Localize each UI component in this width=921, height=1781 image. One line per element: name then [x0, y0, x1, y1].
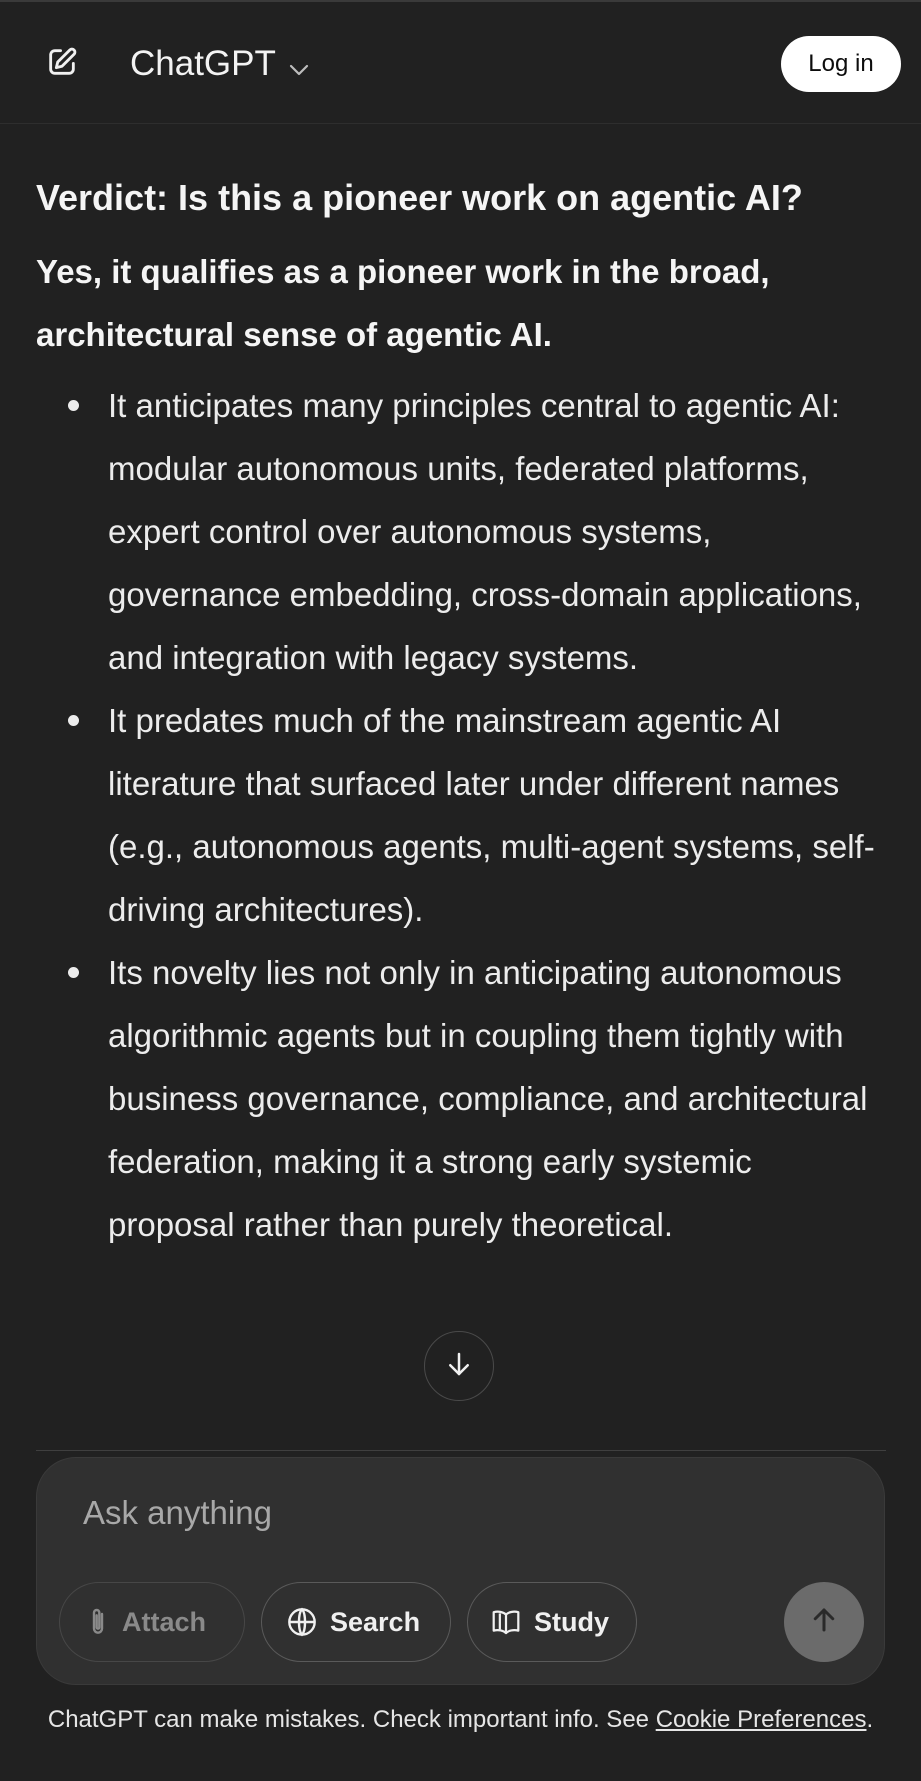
- chevron-down-icon: [288, 46, 310, 86]
- attach-label: Attach: [122, 1606, 207, 1637]
- disclaimer: [0, 1702, 921, 1738]
- edit-icon: [45, 45, 79, 84]
- paperclip-icon: [86, 1606, 110, 1638]
- bullet-dot: [68, 967, 79, 978]
- list-item-text: Its novelty lies not only in anticipating autonomous algorithmic agents but in coupling them tightly with business governance, compliance, and architectural federation, making it a strong early systemic proposal rather than purely theoretical.: [108, 954, 868, 1243]
- list-item: [36, 941, 886, 1256]
- bullet-list: [36, 374, 886, 1256]
- model-name: ChatGPT: [130, 44, 276, 83]
- list-item: [36, 374, 886, 689]
- arrow-down-icon: [444, 1349, 474, 1384]
- study-label: Study: [534, 1606, 610, 1637]
- scroll-to-bottom-button[interactable]: [424, 1331, 494, 1401]
- composer: [36, 1457, 885, 1685]
- study-button[interactable]: [467, 1582, 637, 1662]
- book-icon: [490, 1608, 522, 1636]
- message-heading: Verdict: Is this a pioneer work on agentic AI?: [36, 177, 803, 218]
- search-button[interactable]: [261, 1582, 451, 1662]
- divider: [36, 1450, 886, 1451]
- model-selector[interactable]: [130, 40, 310, 88]
- arrow-up-icon: [809, 1605, 839, 1640]
- list-item-text: It predates much of the mainstream agentic AI literature that surfaced later under different names (e.g., autonomous agents, multi-agent systems, self-driving architectures).: [108, 702, 875, 928]
- send-button[interactable]: [784, 1582, 864, 1662]
- disclaimer-suffix: .: [866, 1706, 874, 1733]
- message-lead: Yes, it qualifies as a pioneer work in the broad, architectural sense of agentic AI.: [36, 253, 770, 353]
- top-bar: [0, 0, 921, 124]
- list-item-text: It anticipates many principles central to agentic AI: modular autonomous units, federated platforms, expert control over autonomous systems, governance embedding, cross-domain applications, and integration with legacy systems.: [108, 387, 862, 676]
- disclaimer-text: ChatGPT can make mistakes. Check important info. See: [47, 1706, 656, 1733]
- bullet-dot: [68, 715, 79, 726]
- list-item: [36, 689, 886, 941]
- prompt-input[interactable]: Ask anything: [83, 1494, 272, 1531]
- new-chat-button[interactable]: [40, 42, 84, 86]
- globe-icon: [286, 1606, 318, 1638]
- assistant-message: [36, 170, 886, 1256]
- attach-button[interactable]: [59, 1582, 245, 1662]
- cookie-preferences-link[interactable]: Cookie Preferences: [655, 1706, 867, 1733]
- search-label: Search: [330, 1606, 421, 1637]
- bullet-dot: [68, 400, 79, 411]
- login-button[interactable]: Log in: [781, 36, 901, 92]
